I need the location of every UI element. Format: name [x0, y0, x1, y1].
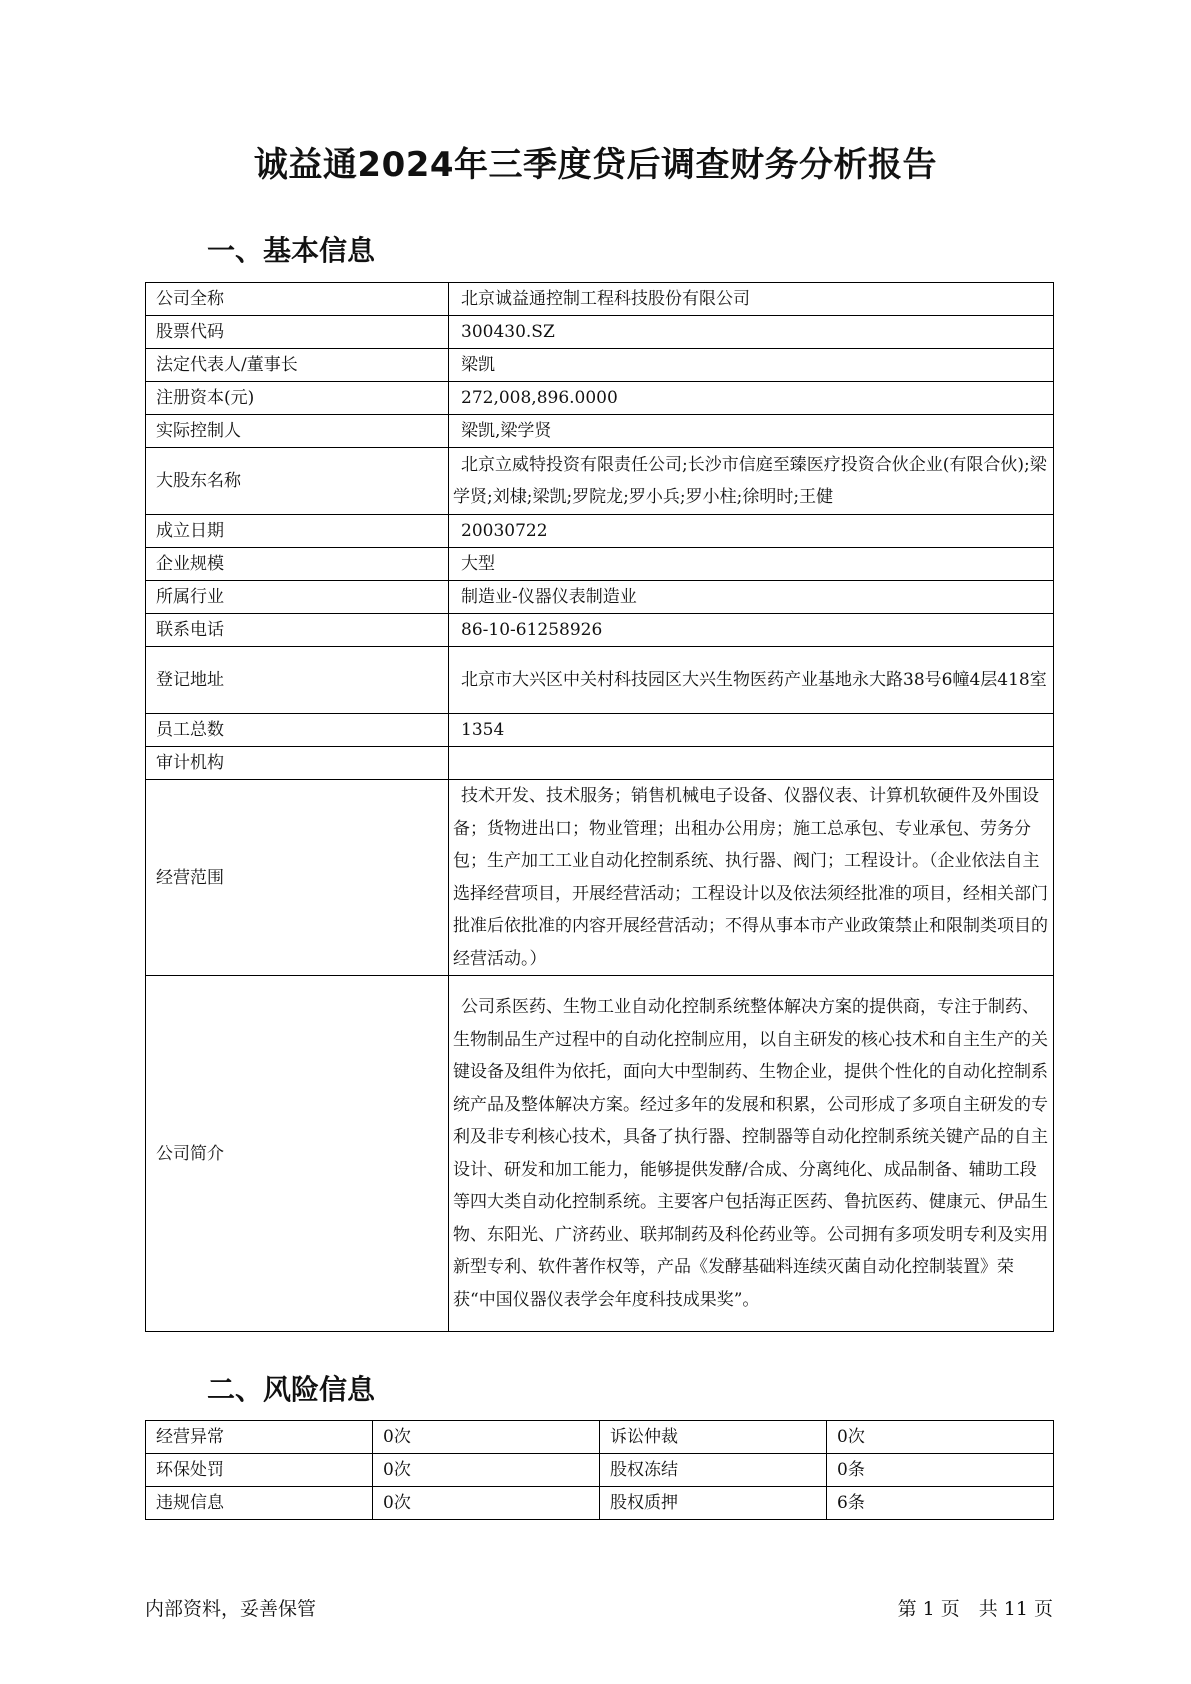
risk-value: 0次 — [827, 1421, 1054, 1454]
field-value: 梁凯,梁学贤 — [449, 415, 1054, 448]
field-value: 1354 — [449, 714, 1054, 747]
field-value: 梁凯 — [449, 349, 1054, 382]
table-row — [146, 747, 1054, 780]
field-label: 公司全称 — [146, 283, 449, 316]
field-label: 公司简介 — [146, 976, 449, 1332]
field-label: 审计机构 — [146, 747, 449, 780]
table-row — [146, 976, 1054, 1332]
risk-label: 违规信息 — [146, 1487, 373, 1520]
table-row — [146, 647, 1054, 714]
field-label: 实际控制人 — [146, 415, 449, 448]
field-value: 北京诚益通控制工程科技股份有限公司 — [449, 283, 1054, 316]
basic-info-table — [145, 282, 1054, 1332]
field-label: 股票代码 — [146, 316, 449, 349]
table-row — [146, 614, 1054, 647]
table-row — [146, 714, 1054, 747]
field-value: 86-10-61258926 — [449, 614, 1054, 647]
field-value: 技术开发、技术服务；销售机械电子设备、仪器仪表、计算机软硬件及外围设备；货物进出口；物业管理；出租办公用房；施工总承包、专业承包、劳务分包；生产加工工业自动化控制系统、执行器、阀门；工程设计。（企业依法自主选择经营项目，开展经营活动；工程设计以及依法须经批准的项目，经相关部门批准后依批准的内容开展经营活动；不得从事本市产业政策禁止和限制类项目的经营活动。） — [449, 780, 1054, 976]
risk-value: 0次 — [373, 1487, 600, 1520]
section-heading-basic-info: 一、基本信息 — [207, 234, 376, 267]
table-row — [146, 581, 1054, 614]
table-row — [146, 548, 1054, 581]
table-row — [146, 515, 1054, 548]
table-row — [146, 415, 1054, 448]
field-label: 联系电话 — [146, 614, 449, 647]
risk-label: 股权冻结 — [600, 1454, 827, 1487]
table-row — [146, 1421, 1054, 1454]
field-value: 北京立威特投资有限责任公司;长沙市信庭至臻医疗投资合伙企业(有限合伙);梁学贤;刘棣;梁凯;罗院龙;罗小兵;罗小柱;徐明时;王健 — [449, 448, 1054, 515]
table-row — [146, 780, 1054, 976]
footer-confidential-note: 内部资料，妥善保管 — [145, 1598, 317, 1620]
risk-value: 0次 — [373, 1421, 600, 1454]
field-label: 大股东名称 — [146, 448, 449, 515]
table-row — [146, 316, 1054, 349]
field-label: 法定代表人/董事长 — [146, 349, 449, 382]
field-label: 所属行业 — [146, 581, 449, 614]
risk-value: 0条 — [827, 1454, 1054, 1487]
risk-label: 经营异常 — [146, 1421, 373, 1454]
risk-label: 环保处罚 — [146, 1454, 373, 1487]
field-label: 成立日期 — [146, 515, 449, 548]
field-value: 北京市大兴区中关村科技园区大兴生物医药产业基地永大路38号6幢4层418室 — [449, 647, 1054, 714]
table-row — [146, 283, 1054, 316]
table-row — [146, 1454, 1054, 1487]
report-title: 诚益通2024年三季度贷后调查财务分析报告 — [253, 145, 938, 185]
field-label: 员工总数 — [146, 714, 449, 747]
field-label: 企业规模 — [146, 548, 449, 581]
risk-label: 诉讼仲裁 — [600, 1421, 827, 1454]
field-value: 272,008,896.0000 — [449, 382, 1054, 415]
risk-value: 6条 — [827, 1487, 1054, 1520]
field-value: 制造业-仪器仪表制造业 — [449, 581, 1054, 614]
risk-label: 股权质押 — [600, 1487, 827, 1520]
risk-info-table — [145, 1420, 1054, 1520]
table-row — [146, 382, 1054, 415]
risk-value: 0次 — [373, 1454, 600, 1487]
footer-page-number: 第 1 页 共 11 页 — [897, 1598, 1053, 1620]
field-label: 注册资本(元) — [146, 382, 449, 415]
field-value: 300430.SZ — [449, 316, 1054, 349]
field-label: 登记地址 — [146, 647, 449, 714]
table-row — [146, 349, 1054, 382]
table-row — [146, 1487, 1054, 1520]
section-heading-risk-info: 二、风险信息 — [207, 1373, 376, 1406]
field-value: 20030722 — [449, 515, 1054, 548]
field-value: 大型 — [449, 548, 1054, 581]
table-row — [146, 448, 1054, 515]
field-label: 经营范围 — [146, 780, 449, 976]
field-value — [449, 747, 1054, 780]
field-value: 公司系医药、生物工业自动化控制系统整体解决方案的提供商，专注于制药、生物制品生产过程中的自动化控制应用，以自主研发的核心技术和自主生产的关键设备及组件为依托，面向大中型制药、生物企业，提供个性化的自动化控制系统产品及整体解决方案。经过多年的发展和积累，公司形成了多项自主研发的专利及非专利核心技术，具备了执行器、控制器等自动化控制系统关键产品的自主设计、研发和加工能力，能够提供发酵/合成、分离纯化、成品制备、辅助工段等四大类自动化控制系统。主要客户包括海正医药、鲁抗医药、健康元、伊品生物、东阳光、广济药业、联邦制药及科伦药业等。公司拥有多项发明专利及实用新型专利、软件著作权等，产品《发酵基础料连续灭菌自动化控制装置》荣获“中国仪器仪表学会年度科技成果奖”。 — [449, 976, 1054, 1332]
